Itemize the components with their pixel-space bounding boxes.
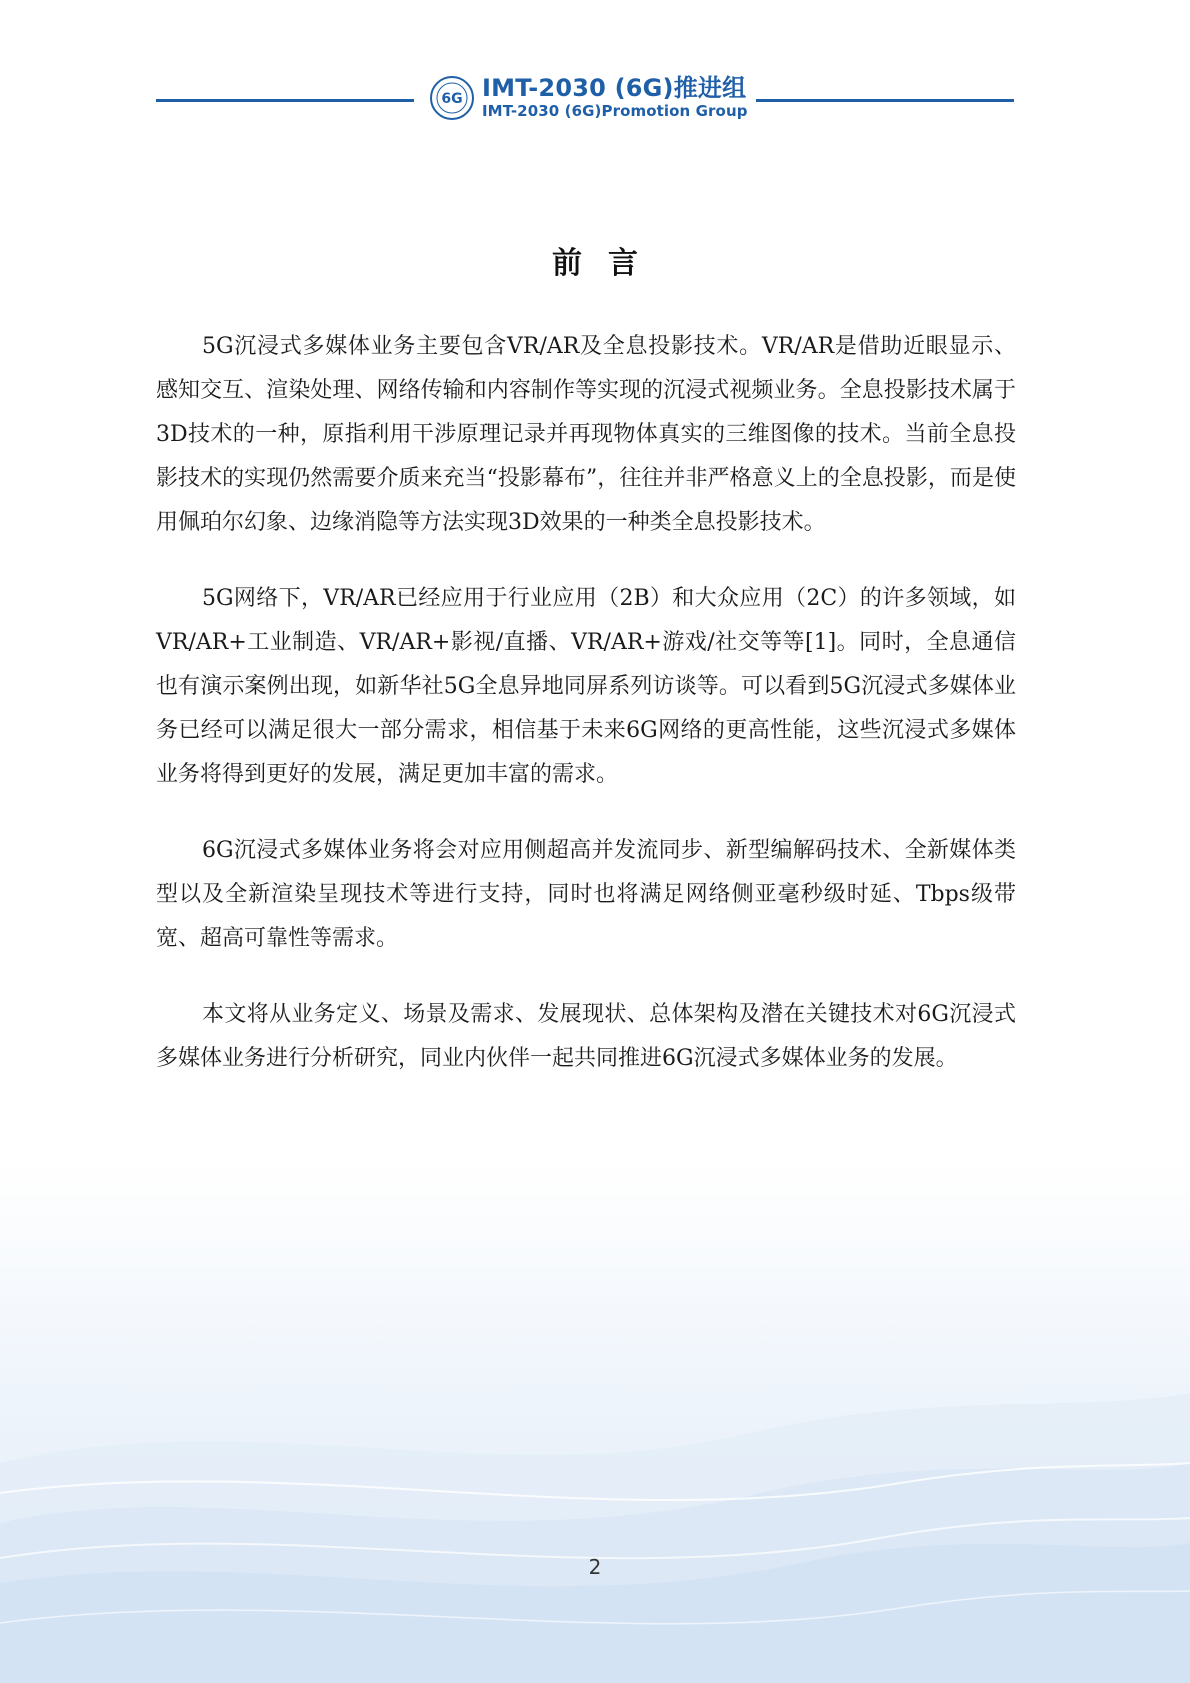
logo-emblem-label: 6G [441,91,463,107]
header-divider-right [756,99,1014,102]
paragraph-3: 6G沉浸式多媒体业务将会对应用侧超高并发流同步、新型编解码技术、全新媒体类型以及全新渲染呈现技术等进行支持，同时也将满足网络侧亚毫秒级时延、Tbps级带宽、超高可靠性等需求。 [156,838,1016,951]
imt-2030-logo-icon [429,75,475,121]
logo-wordmark [482,74,752,120]
logo-title-cn: IMT-2030 (6G)推进组 [482,74,747,102]
paragraph-2: 5G网络下，VR/AR已经应用于行业应用（2B）和大众应用（2C）的许多领域，如VR/AR+工业制造、VR/AR+影视/直播、VR/AR+游戏/社交等等[1]。同时，全息通信也有演示案例出现，如新华社5G全息异地同屏系列访谈等。可以看到5G沉浸式多媒体业务已经可以满足很大一部分需求，相信基于未来6G网络的更高性能，这些沉浸式多媒体业务将得到更好的发展，满足更加丰富的需求。 [156,586,1016,787]
document-body [156,325,1016,1113]
paragraph-4: 本文将从业务定义、场景及需求、发展现状、总体架构及潜在关键技术对6G沉浸式多媒体业务进行分析研究，同业内伙伴一起共同推进6G沉浸式多媒体业务的发展。 [156,1002,1016,1071]
page-title: 前言 [552,246,664,281]
page-header [0,70,1190,130]
background-wave-decoration [0,1163,1190,1683]
paragraph-1: 5G沉浸式多媒体业务主要包含VR/AR及全息投影技术。VR/AR是借助近眼显示、感知交互、渲染处理、网络传输和内容制作等实现的沉浸式视频业务。全息投影技术属于3D技术的一种，原指利用干涉原理记录并再现物体真实的三维图像的技术。当前全息投影技术的实现仍然需要介质来充当“投影幕布”，往往并非严格意义上的全息投影，而是使用佩珀尔幻象、边缘消隐等方法实现3D效果的一种类全息投影技术。 [156,334,1016,535]
page-number: 2 [588,1555,602,1579]
logo-title-en: IMT-2030 (6G)Promotion Group [482,102,748,120]
header-divider-left [156,99,414,102]
